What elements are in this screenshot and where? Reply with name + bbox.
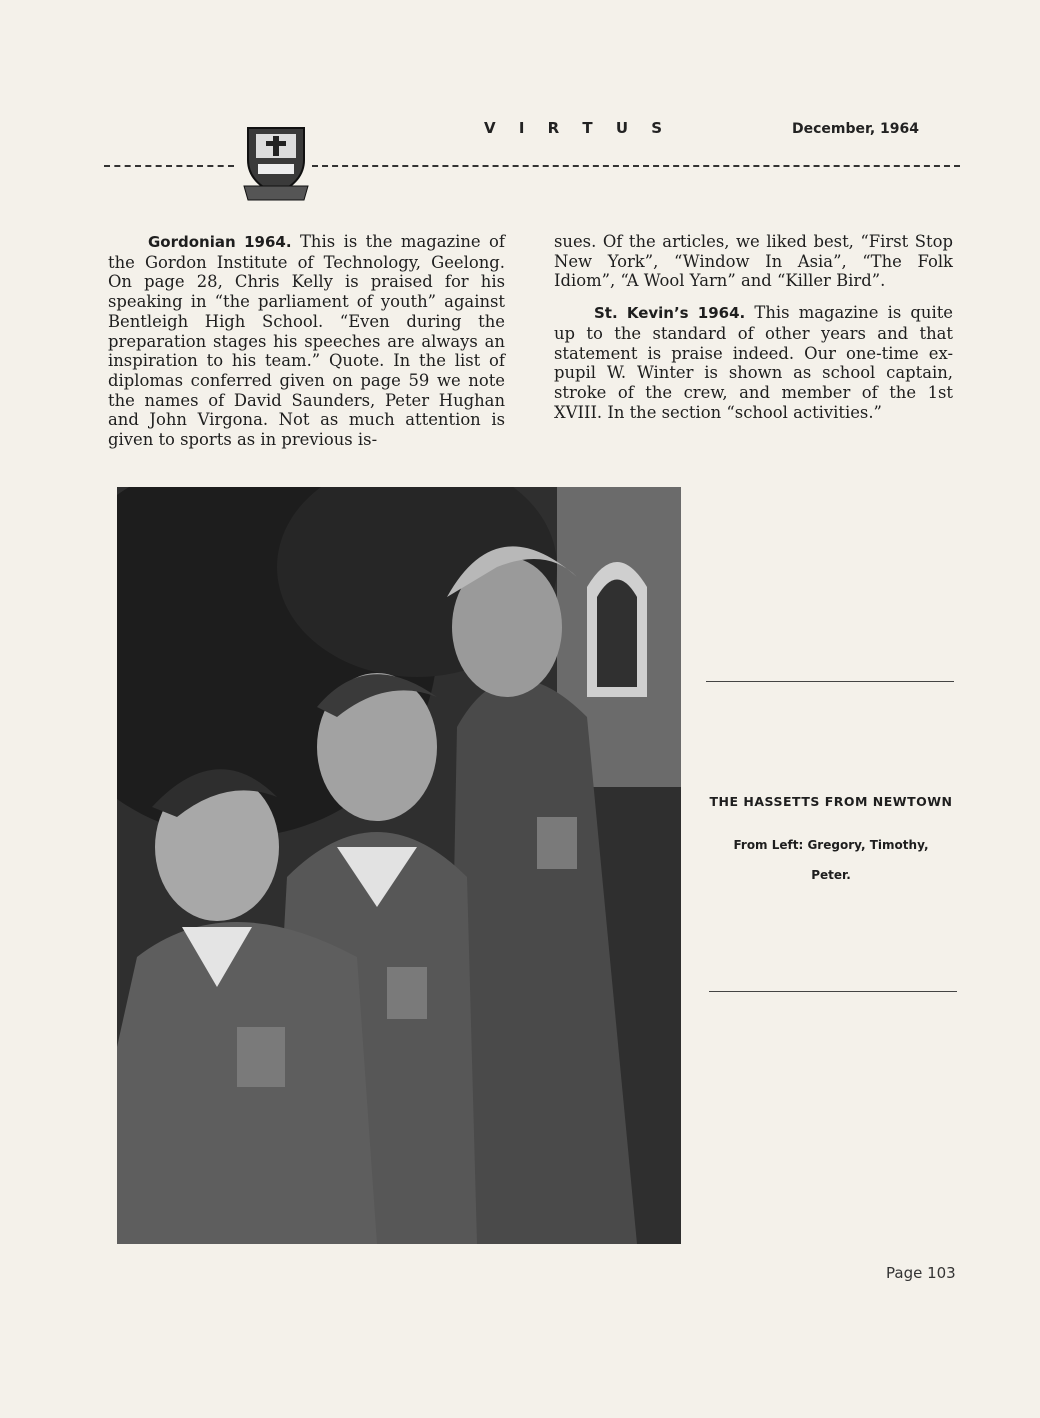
header-rule-left (104, 165, 234, 167)
gordonian-body: This is the magazine of the Gordon Institute of Technology, Geelong. On page 28, Chris Kelly is praised for his speaking in “the parliament of youth” against Bentleigh High School. “Even during the preparation stages his speeches are always an inspiration to his team.” Quote. In the list of diplomas conferred given on page 59 we note the names of David Saunders, Peter Hughan and John Virgona. Not as much attention is given to sports as in previous is- (108, 232, 505, 450)
left-column (108, 232, 505, 450)
st-kevins-lead: St. Kevin’s 1964. (594, 304, 746, 323)
header-rule-right (312, 165, 960, 167)
st-kevins-review (554, 303, 953, 422)
gordonian-lead: Gordonian 1964. (148, 233, 292, 251)
photograph-drawing (117, 487, 681, 1244)
st-kevins-body: This magazine is quite up to the standard of other years and that statement is praise indeed. Our one-time ex-pupil W. Winter is shown as school captain, stroke of the crew, and member of the 1st XVIII. In the section “school activities.” (554, 303, 953, 422)
caption-names: From Left: Gregory, Timothy, (733, 838, 929, 852)
photograph-three-boys (117, 487, 681, 1244)
caption-rule-top (706, 681, 954, 682)
caption-names-continued: Peter. (811, 868, 851, 882)
caption-rule-bottom (709, 991, 957, 992)
school-crest-icon (240, 120, 312, 202)
caption-title: THE HASSETTS FROM NEWTOWN (709, 794, 953, 809)
gordonian-review (108, 232, 505, 450)
masthead-title: V I R T U S (484, 119, 672, 137)
gordonian-continuation: sues. Of the articles, we liked best, “First Stop New York”, “Window In Asia”, “The Folk Idiom”, “A Wool Yarn” and “Killer Bird”. (554, 232, 953, 291)
issue-date: December, 1964 (792, 121, 920, 137)
page-number: Page 103 (886, 1264, 956, 1282)
right-column (554, 232, 953, 422)
